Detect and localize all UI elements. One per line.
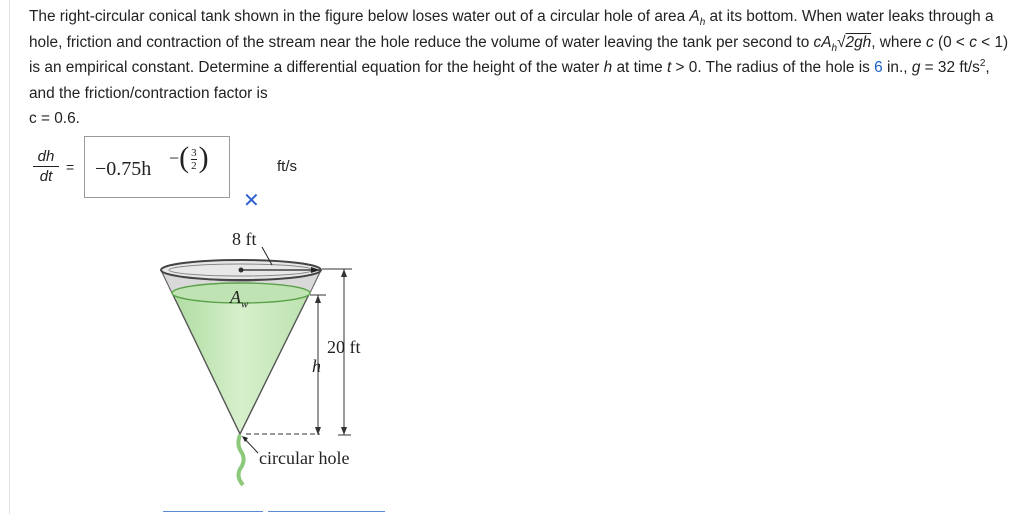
top-radius-label: 8 ft [232, 229, 257, 249]
answer-input[interactable] [84, 136, 230, 198]
units-label: ft/s [277, 158, 298, 175]
problem-statement: The right-circular conical tank shown in the figure below loses water out of a circular hole of area $A_h$ at its bottom. When water leaks through a hole, friction and contraction of the stream near the hole reduce the volume of water leaving the tank per second to $cA_h√2gh$, where c (0 < c < 1) is an empirical constant. Determine a differential equation for the height of the water h at time t > 0. The radius of the hole is 6 in., g = 32 $ft/s^2$, and the friction/contraction factor is c = 0.6. [29, 8, 1009, 127]
circular-hole-label: circular hole [259, 448, 350, 468]
answer-value: −0.75h [95, 158, 152, 180]
incorrect-x-icon: ✕ [243, 190, 260, 212]
radius-value: 6 [874, 59, 883, 76]
derivative-dh-dt: dh dt [33, 148, 59, 185]
bottom-divider-left [163, 511, 263, 512]
friction-factor: c = 0.6. [29, 110, 80, 127]
water-area-label: $A_w$ [230, 287, 249, 311]
water-stream [238, 435, 243, 485]
left-border [9, 0, 10, 514]
answer-exponent: −( $\frac{3}{2}$) [169, 141, 209, 174]
water-height-label: h [312, 356, 321, 376]
answer-row [33, 141, 433, 206]
tank-height-label: 20 ft [327, 337, 361, 357]
bottom-divider-right [268, 511, 385, 512]
equals-sign: = [66, 159, 75, 175]
